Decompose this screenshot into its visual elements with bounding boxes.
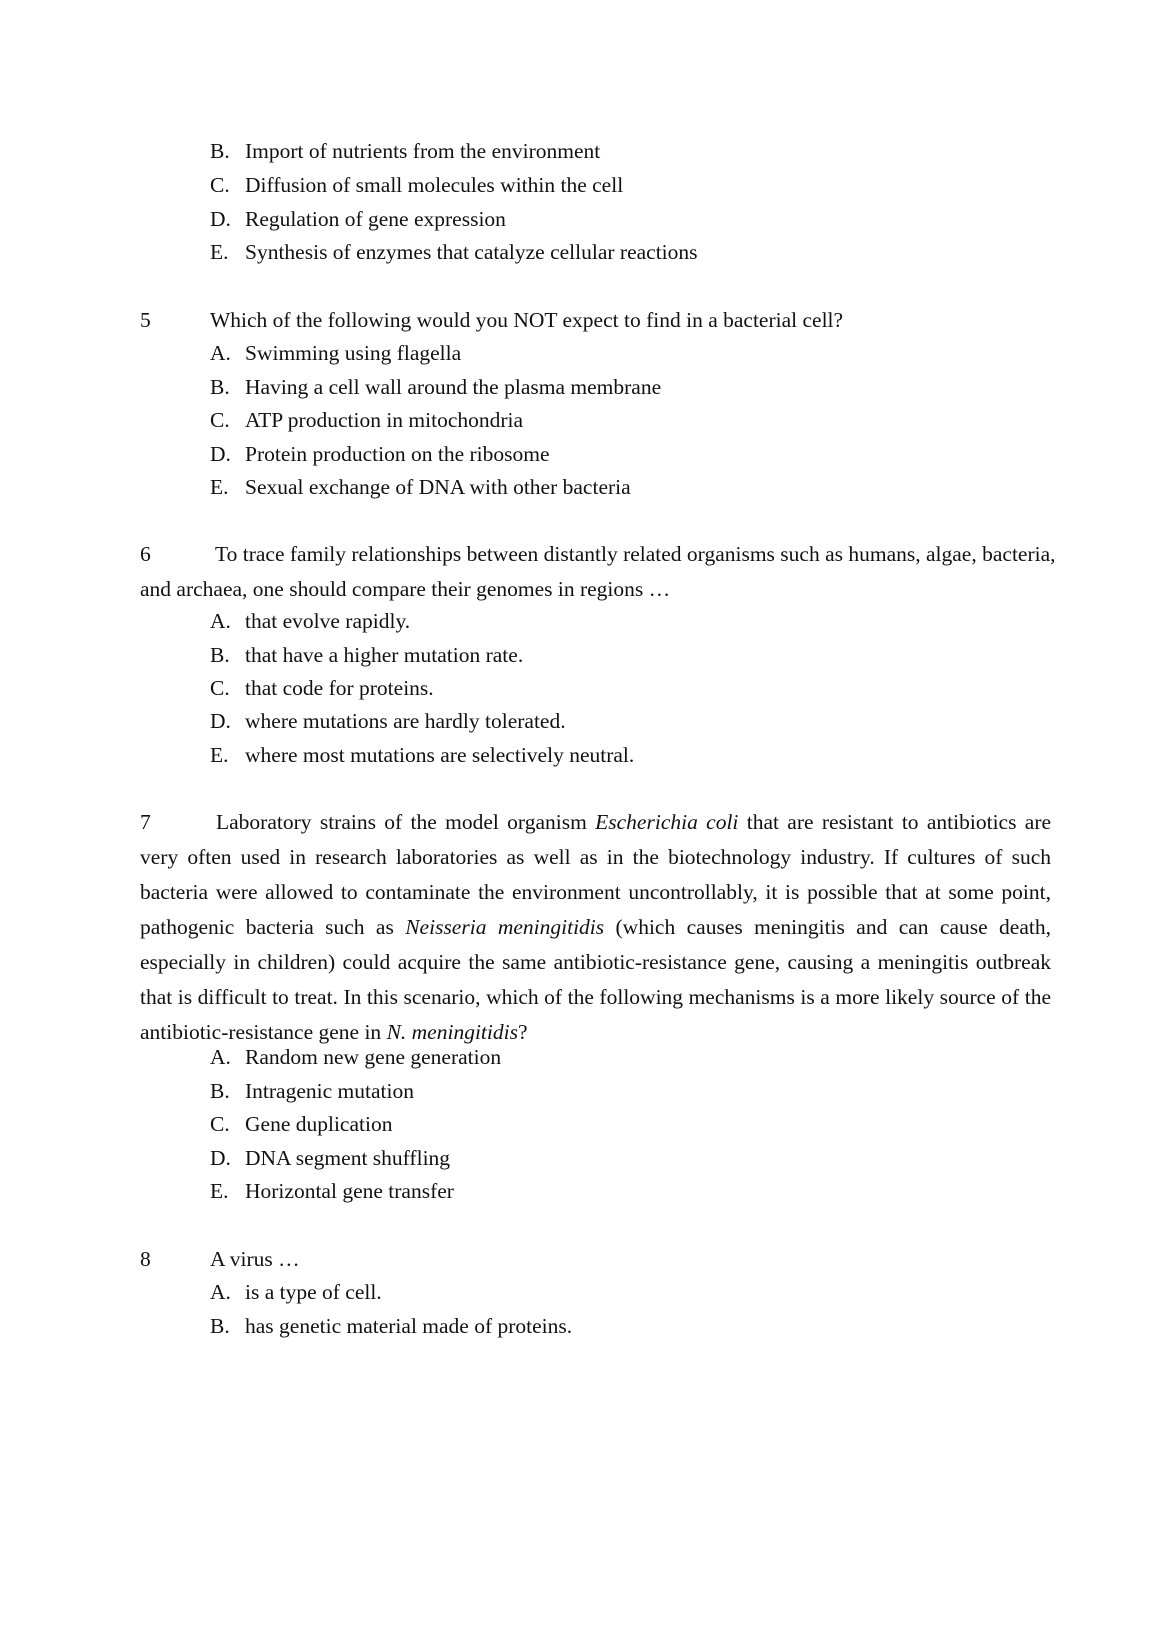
option-text: where mutations are hardly tolerated. [245,709,566,733]
option-text: Horizontal gene transfer [245,1179,454,1203]
question-stem-text: To trace family relationships between distantly related organisms such as humans, algae, bacteria, and archaea, one should compare their genomes in regions … [140,542,1056,601]
option-4b [210,141,600,163]
option-letter: A. [210,1280,231,1304]
option-letter: D. [210,207,231,231]
option-text: Import of nutrients from the environment [245,139,601,163]
option-text: Synthesis of enzymes that catalyze cellular reactions [245,240,698,264]
option-8b [210,1316,572,1338]
question-stem: A virus … [210,1247,300,1271]
option-text: Intragenic mutation [245,1079,414,1103]
option-letter: C. [210,676,230,700]
option-text: is a type of cell. [245,1280,382,1304]
option-text: that evolve rapidly. [245,609,411,633]
stem-text: (which causes meningitis and can cause death, especially in children) could acquire the same antibiotic-resistance gene, causing a meningitis outbreak that is difficult to treat. In this scenario, which of the following mechanisms is a more likely source of the antibiotic-resistance gene in [140,915,1051,1044]
option-letter: E. [210,743,229,767]
option-letter: E. [210,1179,229,1203]
option-letter: B. [210,643,230,667]
option-letter: B. [210,1314,230,1338]
option-text: where most mutations are selectively neutral. [245,743,635,767]
option-6e [210,745,634,767]
option-text: Regulation of gene expression [245,207,506,231]
question-stem [140,805,1051,1050]
option-text: Swimming using flagella [245,341,462,365]
species-name: Escherichia coli [595,810,739,834]
option-letter: C. [210,173,230,197]
question-number: 6 [140,542,151,566]
option-6a [210,611,410,633]
species-name: N. meningitidis [386,1020,518,1044]
option-letter: C. [210,1112,230,1136]
option-letter: B. [210,375,230,399]
option-letter: D. [210,1146,231,1170]
option-letter: D. [210,442,231,466]
option-5b [210,377,661,399]
option-6c [210,678,434,700]
option-text: Random new gene generation [245,1045,502,1069]
question-stem: Which of the following would you NOT expect to find in a bacterial cell? [210,308,844,332]
option-letter: A. [210,341,231,365]
option-letter: A. [210,609,231,633]
option-4e [210,242,698,264]
option-7c [210,1114,392,1136]
option-letter: A. [210,1045,231,1069]
option-text: ATP production in mitochondria [245,408,524,432]
option-text: Gene duplication [245,1112,393,1136]
stem-text: that are resistant to antibiotics are very often used in research laboratories as well as in the biotechnology industry. If cultures of such bacteria were allowed to contaminate the environment uncontrollably, it is possible that at some point, pathogenic bacteria such as [140,810,1052,939]
option-5d [210,444,550,466]
option-text: that code for proteins. [245,676,434,700]
option-4d [210,209,506,231]
option-letter: D. [210,709,231,733]
option-5a [210,343,461,365]
option-letter: B. [210,139,230,163]
option-text: Having a cell wall around the plasma membrane [245,375,662,399]
option-letter: E. [210,240,229,264]
option-6d [210,711,566,733]
species-name: Neisseria meningitidis [405,915,605,939]
option-text: Diffusion of small molecules within the cell [245,173,624,197]
option-6b [210,645,523,667]
option-text: DNA segment shuffling [245,1146,451,1170]
option-7e [210,1181,454,1203]
option-5e [210,477,631,499]
question-stem [140,537,1060,607]
option-text: that have a higher mutation rate. [245,643,524,667]
stem-text: ? [517,1020,528,1044]
option-7a [210,1047,501,1069]
option-text: Sexual exchange of DNA with other bacteria [245,475,631,499]
option-8a [210,1282,382,1304]
option-letter: C. [210,408,230,432]
option-7d [210,1148,450,1170]
stem-text: Laboratory strains of the model organism [216,810,596,834]
option-letter: E. [210,475,229,499]
option-text: has genetic material made of proteins. [245,1314,573,1338]
option-5c [210,410,523,432]
question-number: 5 [140,308,151,332]
question-number: 7 [140,810,151,834]
option-letter: B. [210,1079,230,1103]
option-4c [210,175,623,197]
option-text: Protein production on the ribosome [245,442,550,466]
question-number: 8 [140,1247,151,1271]
option-7b [210,1081,414,1103]
